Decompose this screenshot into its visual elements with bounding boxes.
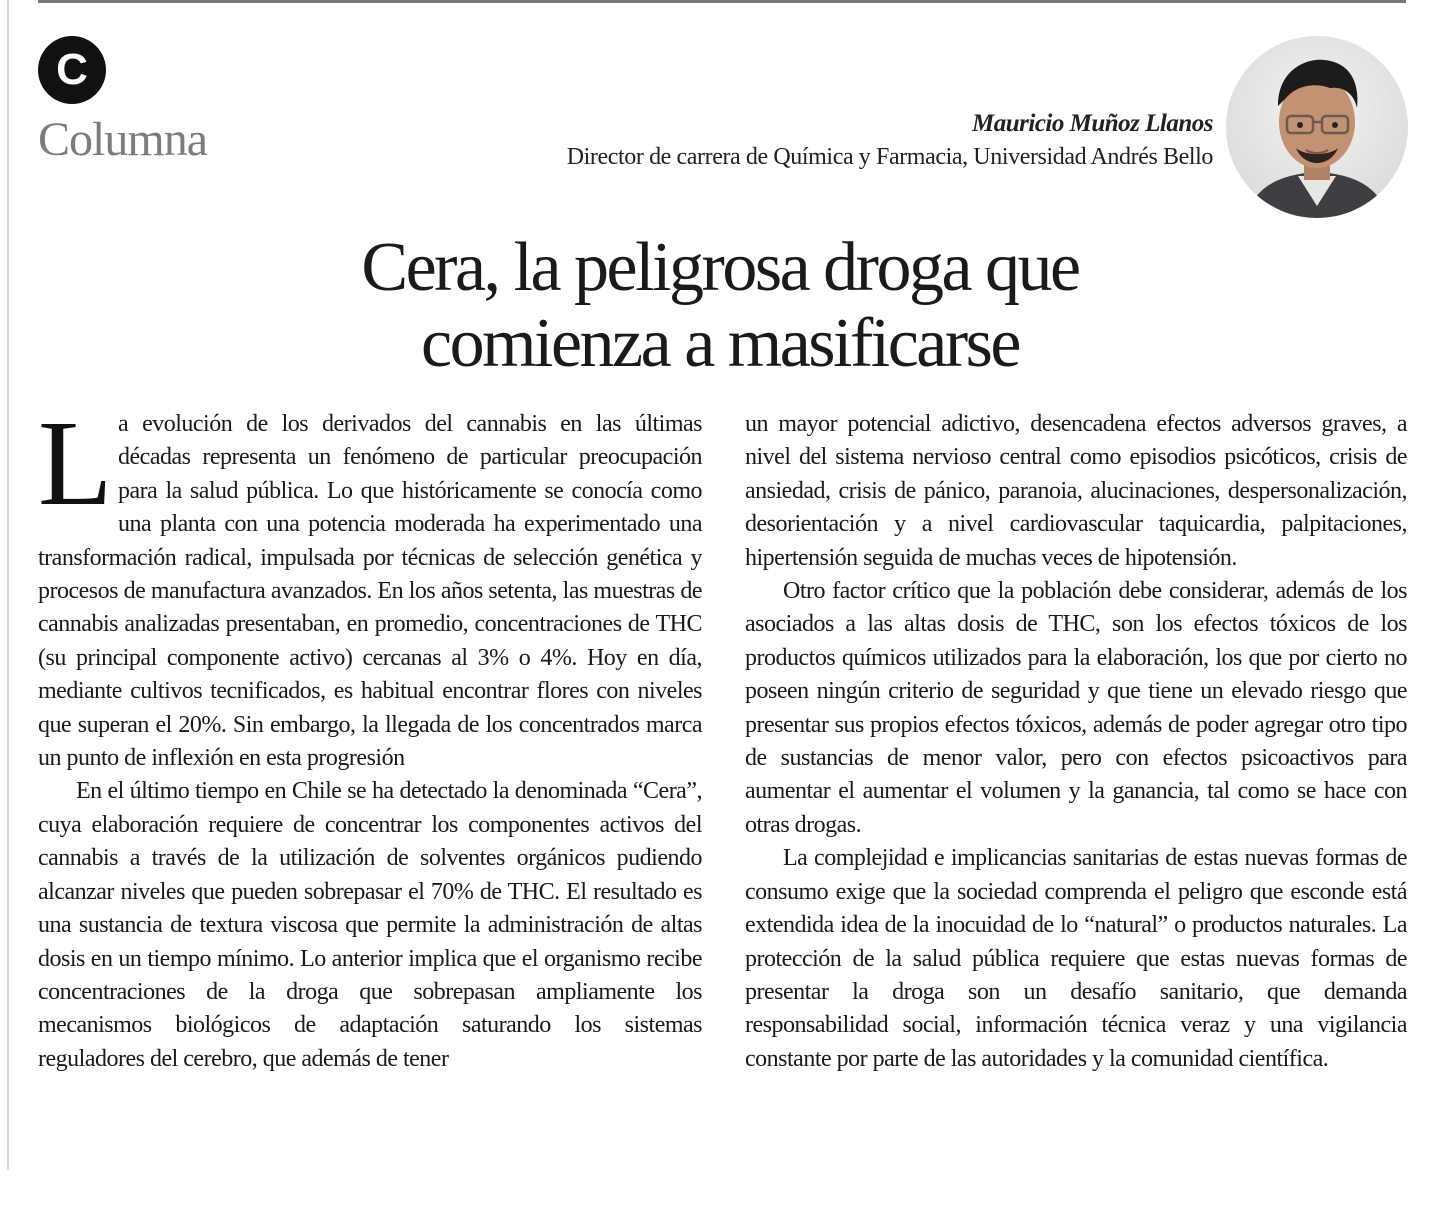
article-paragraph-3: un mayor potencial adictivo, desencadena efectos adversos graves, a nivel del sistema nervioso central como episodios psicóticos, crisis de ansiedad, crisis de pánico, paranoia, alucinaciones, despersonalización, desorientación y a nivel cardiovascular taquicardia, palpitaciones, hipertensión seguida de muchas veces de hipotensión. — [745, 411, 1407, 571]
drop-cap: L — [38, 396, 113, 531]
headline-line-2: comienza a masificarse — [421, 305, 1019, 382]
article-paragraph-2: En el último tiempo en Chile se ha detectado la denominada “Cera”, cuya elaboración requiere de concentrar los componentes activos del cannabis a través de la utilización de solventes orgánicos pudiendo alcanzar niveles que pueden sobrepasar el 70% de THC. El resultado es una sustancia de textura viscosa que permite la administración de altas dosis en un tiempo mínimo. Lo anterior implica que el organismo recibe concentraciones de la droga que sobrepasan ampliamente los mecanismos biológicos de adaptación saturando los sistemas reguladores del cerebro, que además de tener — [38, 778, 702, 1072]
page-edge-rule — [7, 0, 9, 1170]
top-rule — [38, 0, 1406, 3]
headline-line-1: Cera, la peligrosa droga que — [361, 229, 1079, 306]
article-paragraph-4: Otro factor crítico que la población debe considerar, además de los asociados a las altas dosis de THC, son los efectos tóxicos de los productos químicos utilizados para la elaboración, los que por cierto no poseen ningún criterio de seguridad y que tiene un elevado riesgo que presentar sus propios efectos tóxicos, además de poder agregar otro tipo de sustancias de menor valor, pero con efectos psicoactivos para aumentar el aumentar el volumen y la ganancia, tal como se hace con otras drogas. — [745, 578, 1407, 838]
section-badge: C — [38, 36, 106, 104]
article-column-left — [38, 396, 702, 1076]
article-paragraph-1-text: a evolución de los derivados del cannabis en las últimas décadas representa un fenómeno de particular preocupación para la salud pública. Lo que históricamente se conocía como una planta con una potencia moderada ha experimentado una transformación radical, impulsada por técnicas de selección genética y procesos de manufactura avanzados. En los años setenta, las muestras de cannabis analizadas presentaban, en promedio, concentraciones de THC (su principal componente activo) cercanas al 3% o 4%. Hoy en día, mediante cultivos tecnificados, es habitual encontrar flores con niveles que superan el 20%. Sin embargo, la llegada de los concentrados marca un punto de inflexión en esta progresión — [38, 411, 702, 772]
article-paragraph-5: La complejidad e implicancias sanitarias de estas nuevas formas de consumo exige que la sociedad comprenda el peligro que esconde está extendida idea de la inocuidad de lo “natural” o productos naturales. La protección de la salud pública requiere que estas nuevas formas de presentar la droga son un desafío sanitario, que demanda responsabilidad social, información técnica veraz y una vigilancia constante por parte de las autoridades y la comunidad científica. — [745, 845, 1407, 1072]
article-column-right — [745, 408, 1407, 1076]
author-name: Mauricio Muñoz Llanos — [972, 110, 1213, 137]
headline — [0, 230, 1440, 382]
article-paragraph-1 — [38, 396, 702, 775]
author-portrait-icon — [1226, 36, 1408, 218]
author-role: Director de carrera de Química y Farmacia, Universidad Andrés Bello — [566, 144, 1213, 170]
section-label: Columna — [38, 113, 207, 166]
